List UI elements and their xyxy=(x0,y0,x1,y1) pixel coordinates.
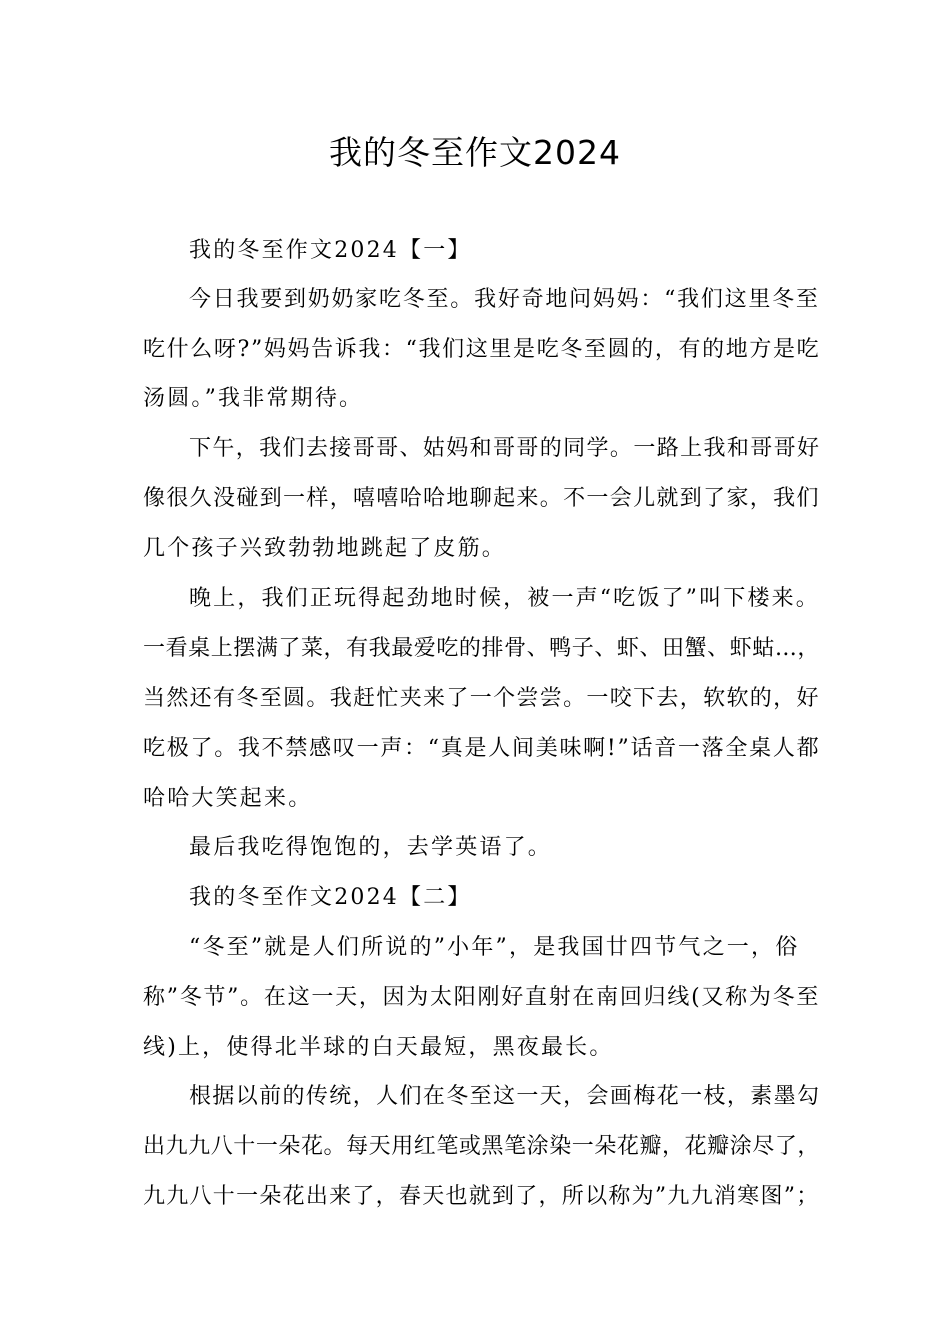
text-line: 下午，我们去接哥哥、姑妈和哥哥的同学。一路上我和哥哥好 xyxy=(189,436,821,461)
section-heading-2: 我的冬至作文2024【二】 xyxy=(189,885,472,910)
section-heading-1: 我的冬至作文2024【一】 xyxy=(189,238,472,263)
text-line: 吃什么呀?”妈妈告诉我：“我们这里是吃冬至圆的，有的地方是吃 xyxy=(143,337,821,362)
text-line: 线)上，使得北半球的白天最短，黑夜最长。 xyxy=(143,1035,614,1060)
text-line: “冬至”就是人们所说的”小年”，是我国廿四节气之一，俗 xyxy=(189,935,800,960)
text-line: 几个孩子兴致勃勃地跳起了皮筋。 xyxy=(143,536,507,561)
text-line: 根据以前的传统，人们在冬至这一天，会画梅花一枝，素墨勾 xyxy=(189,1084,821,1109)
text-line: 当然还有冬至圆。我赶忙夹来了一个尝尝。一咬下去，软软的，好 xyxy=(143,686,820,711)
document-title: 我的冬至作文2024 xyxy=(329,133,621,172)
text-line: 今日我要到奶奶家吃冬至。我好奇地问妈妈：“我们这里冬至 xyxy=(189,287,820,312)
text-line: 一看桌上摆满了菜，有我最爱吃的排骨、鸭子、虾、田蟹、虾蛄…， xyxy=(143,636,821,661)
text-line: 吃极了。我不禁感叹一声：“真是人间美味啊!”话音一落全桌人都 xyxy=(143,736,821,761)
text-line: 称”冬节”。在这一天，因为太阳刚好直射在南回归线(又称为冬至 xyxy=(143,985,821,1010)
text-line: 汤圆。”我非常期待。 xyxy=(143,386,364,411)
text-line: 哈哈大笑起来。 xyxy=(143,786,313,811)
text-line: 像很久没碰到一样，嘻嘻哈哈地聊起来。不一会儿就到了家，我们 xyxy=(143,486,820,511)
text-line: 出九九八十一朵花。每天用红笔或黑笔涂染一朵花瓣，花瓣涂尽了， xyxy=(143,1134,821,1159)
text-line: 最后我吃得饱饱的，去学英语了。 xyxy=(189,835,553,860)
text-line: 晚上，我们正玩得起劲地时候，被一声“吃饭了”叫下楼来。 xyxy=(189,586,820,611)
text-line: 九九八十一朵花出来了，春天也就到了，所以称为”九九消寒图”； xyxy=(143,1184,820,1209)
